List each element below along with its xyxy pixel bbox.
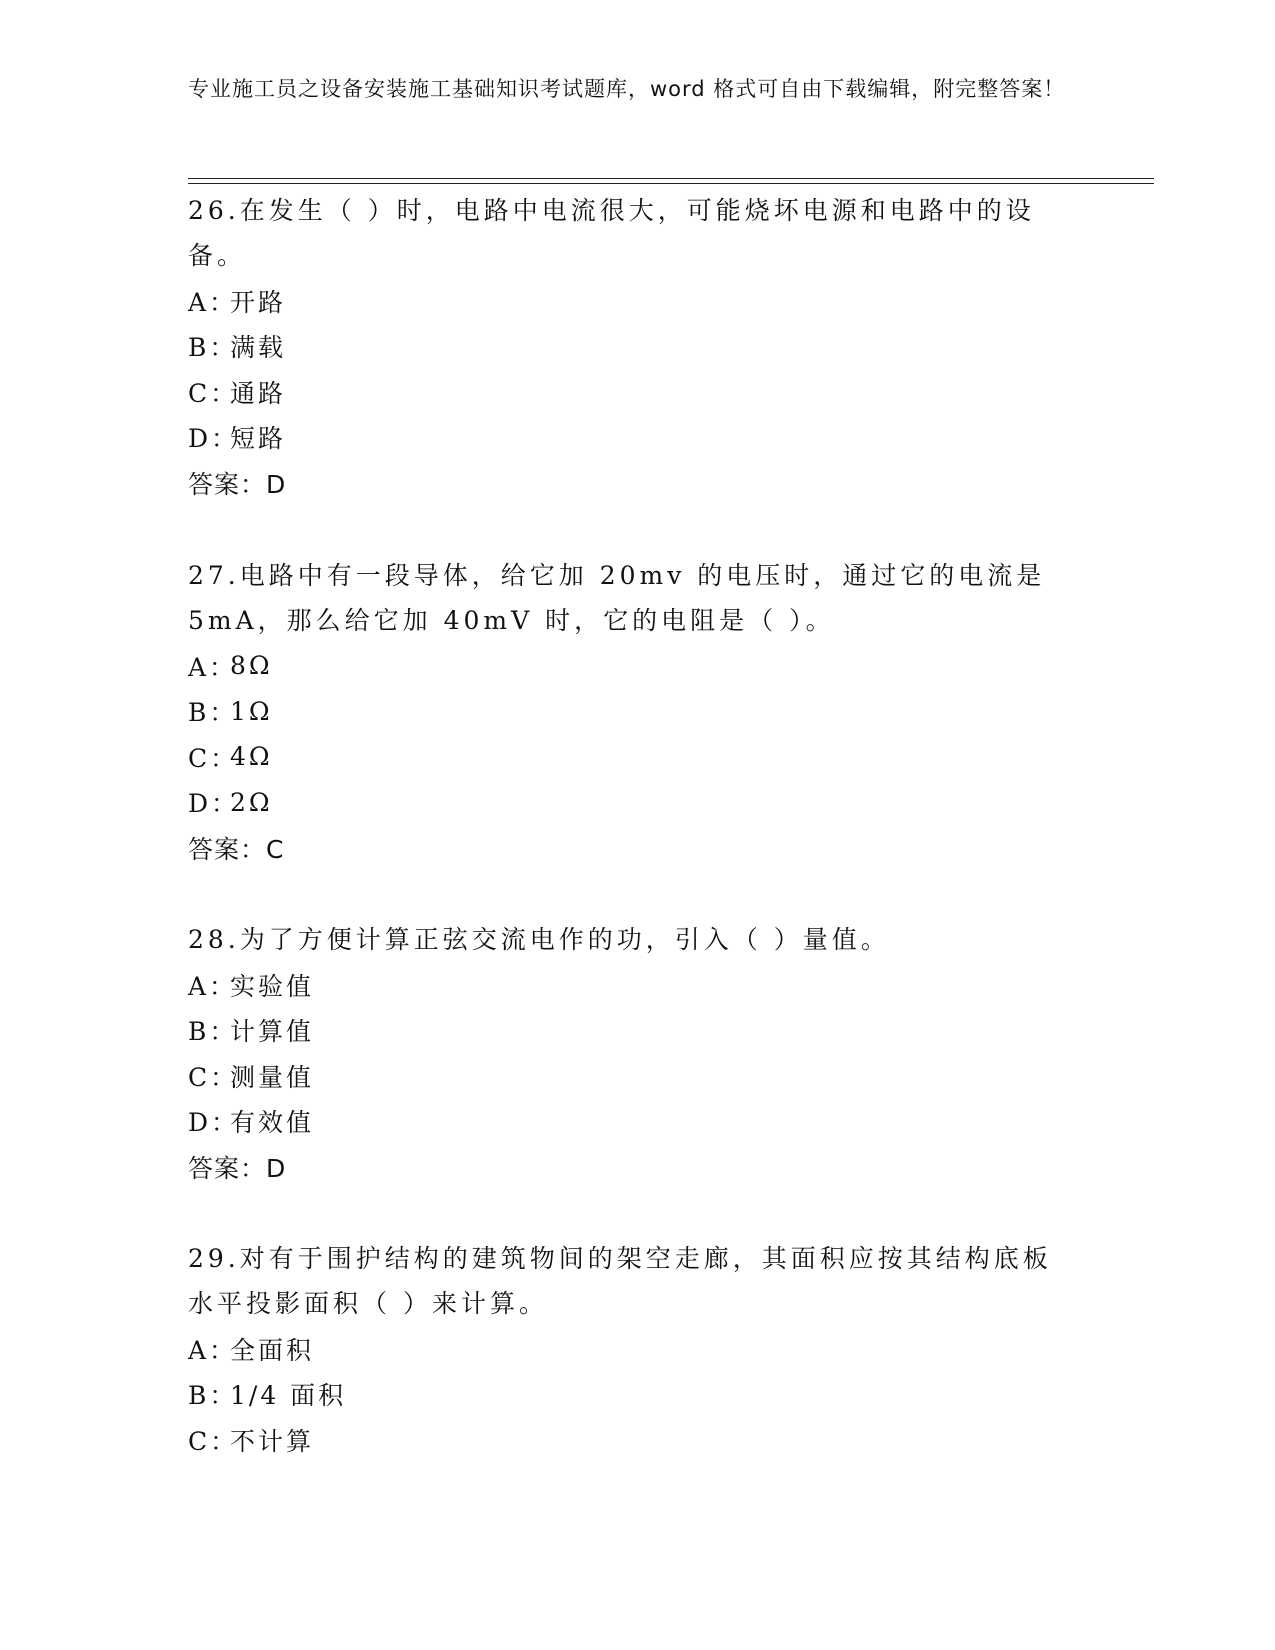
option-c: [188, 1053, 1068, 1099]
option-text: 2Ω: [230, 787, 273, 817]
option-b: [188, 324, 1068, 370]
option-letter: A：: [188, 287, 238, 317]
option-text: 8Ω: [230, 651, 273, 681]
option-b: [188, 1372, 1068, 1418]
option-d: [188, 415, 1068, 461]
option-text: 通路: [230, 378, 287, 408]
header-divider-bottom: [188, 183, 1154, 184]
option-letter: B：: [188, 1017, 238, 1047]
question-27: [188, 553, 1068, 871]
option-a: [188, 643, 1068, 689]
answer-line: 答案：C: [188, 835, 285, 864]
option-text: 1Ω: [230, 696, 273, 726]
option-a: [188, 278, 1068, 324]
option-text: 不计算: [230, 1426, 315, 1456]
option-text: 满载: [230, 333, 287, 363]
option-text: 计算值: [230, 1017, 315, 1047]
option-text: 4Ω: [230, 742, 273, 772]
option-text: 开路: [230, 287, 287, 317]
option-letter: B：: [188, 1381, 238, 1411]
option-text: 实验值: [230, 971, 315, 1001]
answer-line: 答案：D: [188, 1154, 287, 1183]
option-letter: D：: [188, 789, 240, 819]
document-header: 专业施工员之设备安装施工基础知识考试题库，word 格式可自由下载编辑，附完整答案！: [188, 77, 1066, 101]
option-letter: A：: [188, 971, 238, 1001]
option-text: 短路: [230, 424, 287, 454]
option-b: [188, 689, 1068, 735]
option-c: [188, 369, 1068, 415]
answer-line: 答案：D: [188, 470, 287, 499]
option-letter: B：: [188, 333, 238, 363]
option-letter: B：: [188, 698, 238, 728]
option-b: [188, 1008, 1068, 1054]
question-text: 26.在发生（ ）时，电路中电流很大，可能烧坏电源和电路中的设备。: [188, 196, 1035, 270]
option-text: 全面积: [230, 1335, 315, 1365]
option-d: [188, 780, 1068, 826]
option-letter: C：: [188, 1426, 239, 1456]
option-letter: A：: [188, 652, 238, 682]
question-28: [188, 917, 1068, 1190]
question-29: [188, 1236, 1068, 1463]
question-text: 29.对有于围护结构的建筑物间的架空走廊，其面积应按其结构底板水平投影面积（ ）来计算。: [188, 1244, 1052, 1318]
option-letter: C：: [188, 378, 239, 408]
option-letter: C：: [188, 1062, 239, 1092]
question-26: [188, 188, 1068, 506]
option-letter: D：: [188, 424, 240, 454]
option-text: 测量值: [230, 1062, 315, 1092]
question-text: 27.电路中有一段导体，给它加 20mv 的电压时，通过它的电流是 5mA，那么给它加 40mV 时，它的电阻是（ ）。: [188, 561, 1046, 635]
option-d: [188, 1099, 1068, 1145]
option-a: [188, 962, 1068, 1008]
option-letter: D：: [188, 1108, 240, 1138]
option-letter: A：: [188, 1335, 238, 1365]
option-text: 1/4 面积: [230, 1381, 347, 1411]
header-divider-top: [188, 178, 1154, 179]
question-text: 28.为了方便计算正弦交流电作的功，引入（ ）量值。: [188, 925, 890, 954]
option-text: 有效值: [230, 1108, 315, 1138]
option-letter: C：: [188, 743, 239, 773]
option-a: [188, 1326, 1068, 1372]
option-c: [188, 734, 1068, 780]
option-c: [188, 1417, 1068, 1463]
